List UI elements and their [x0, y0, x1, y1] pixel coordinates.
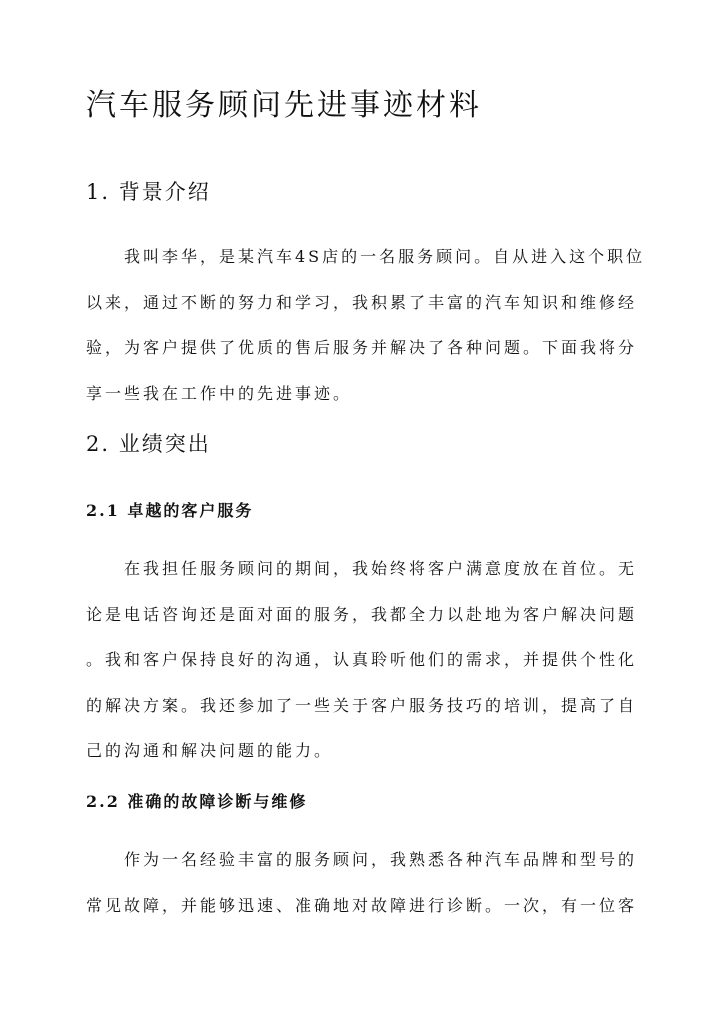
paragraph-line: 我叫李华，是某汽车4S店的一名服务顾问。自从进入这个职位: [124, 247, 646, 266]
subsection-heading-diagnosis: 2.2 准确的故障诊断与维修: [86, 792, 308, 811]
paragraph-line: 作为一名经验丰富的服务顾问，我熟悉各种汽车品牌和型号的: [124, 850, 638, 869]
paragraph-line: 以来，通过不断的努力和学习，我积累了丰富的汽车知识和维修经: [86, 292, 638, 312]
paragraph-diagnosis: [86, 837, 638, 928]
paragraph-line: 常见故障，并能够迅速、准确地对故障进行诊断。一次，有一位客: [86, 895, 638, 915]
subsection-heading-customer-service: 2.1 卓越的客户服务: [86, 501, 254, 520]
paragraph-line: 己的沟通和解决问题的能力。: [86, 741, 334, 760]
paragraph-line: 享一些我在工作中的先进事迹。: [86, 383, 353, 403]
paragraph-line: 在我担任服务顾问的期间，我始终将客户满意度放在首位。无: [124, 559, 638, 578]
paragraph-background: [86, 234, 646, 416]
document-title: 汽车服务顾问先进事迹材料: [86, 88, 482, 123]
paragraph-line: 的解决方案。我还参加了一些关于客户服务技巧的培训，提高了自: [86, 695, 638, 715]
paragraph-line: 论是电话咨询还是面对面的服务，我都全力以赴地为客户解决问题: [86, 604, 638, 624]
paragraph-line: 。我和客户保持良好的沟通，认真聆听他们的需求，并提供个性化: [86, 650, 638, 669]
section-heading-background: 1. 背景介绍: [86, 180, 211, 204]
paragraph-customer-service: [86, 546, 638, 774]
section-heading-performance: 2. 业绩突出: [86, 432, 211, 456]
paragraph-line: 验，为客户提供了优质的售后服务并解决了各种问题。下面我将分: [86, 338, 638, 357]
